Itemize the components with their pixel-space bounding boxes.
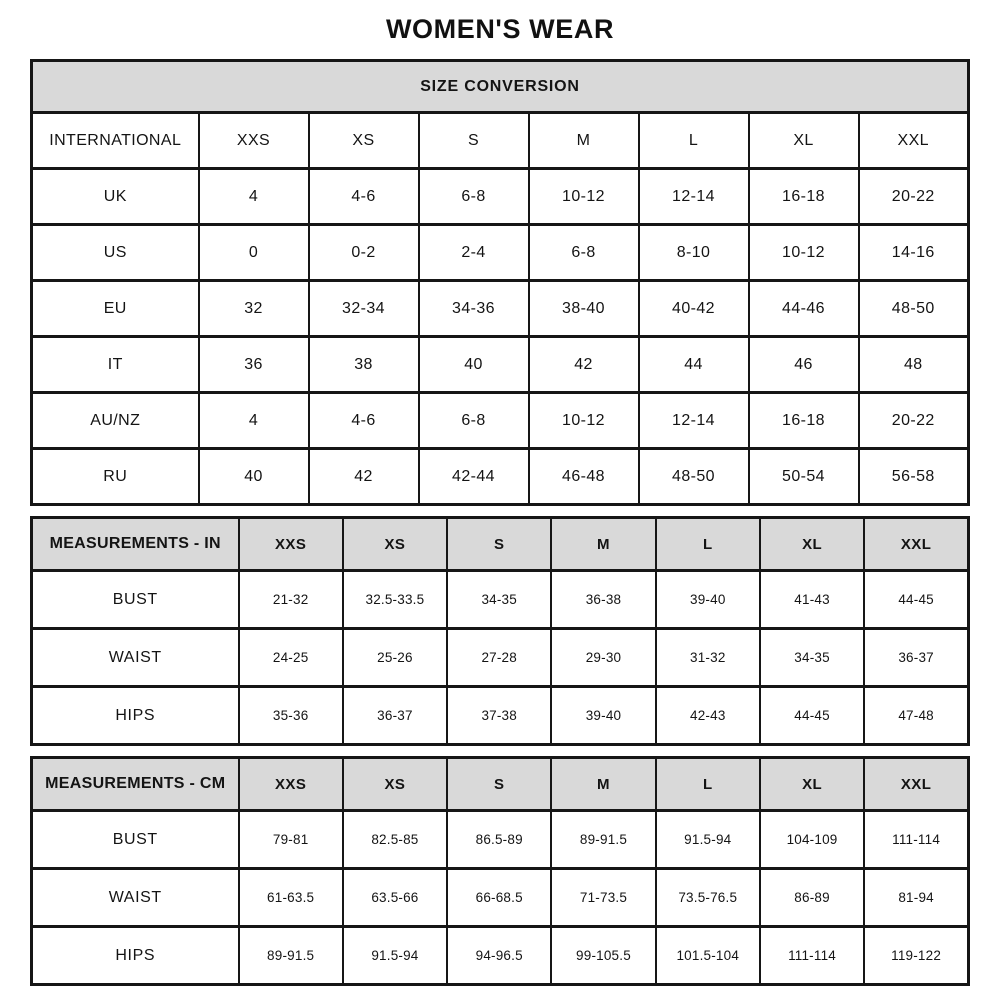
row-label: BUST [32, 571, 239, 629]
table-row [32, 927, 969, 985]
cell-value: 119-122 [864, 927, 968, 985]
cell-value: 47-48 [864, 687, 968, 745]
cell-value: 6-8 [419, 169, 529, 225]
cell-value: 10-12 [749, 225, 859, 281]
size-chart-page [30, 0, 970, 986]
table-row [32, 811, 969, 869]
size-column-header: M [551, 518, 655, 571]
cell-value: 21-32 [239, 571, 343, 629]
cell-value: 0 [199, 225, 309, 281]
size-column-header: XXL [864, 518, 968, 571]
size-column-header: XS [309, 113, 419, 169]
size-column-header: XL [760, 758, 864, 811]
cell-value: 38 [309, 337, 419, 393]
cell-value: 56-58 [859, 449, 969, 505]
cell-value: 12-14 [639, 169, 749, 225]
cell-value: 36-38 [551, 571, 655, 629]
row-label: HIPS [32, 927, 239, 985]
cell-value: 42-43 [656, 687, 760, 745]
cell-value: 34-35 [447, 571, 551, 629]
cell-value: 29-30 [551, 629, 655, 687]
cell-value: 27-28 [447, 629, 551, 687]
cell-value: 46-48 [529, 449, 639, 505]
cell-value: 6-8 [419, 393, 529, 449]
cell-value: 71-73.5 [551, 869, 655, 927]
cell-value: 46 [749, 337, 859, 393]
cell-value: 39-40 [551, 687, 655, 745]
table-row [32, 449, 969, 505]
measurements-in-table [30, 516, 970, 746]
cell-value: 48-50 [639, 449, 749, 505]
cell-value: 89-91.5 [551, 811, 655, 869]
size-column-header: M [551, 758, 655, 811]
cell-value: 32.5-33.5 [343, 571, 447, 629]
cell-value: 10-12 [529, 169, 639, 225]
measurements-cm-header: MEASUREMENTS - CM [32, 758, 239, 811]
cell-value: 41-43 [760, 571, 864, 629]
cell-value: 89-91.5 [239, 927, 343, 985]
cell-value: 50-54 [749, 449, 859, 505]
cell-value: 34-36 [419, 281, 529, 337]
table-row [32, 687, 969, 745]
cell-value: 42 [309, 449, 419, 505]
cell-value: 111-114 [760, 927, 864, 985]
cell-value: 63.5-66 [343, 869, 447, 927]
cell-value: 40 [199, 449, 309, 505]
cell-value: 36 [199, 337, 309, 393]
row-label: IT [32, 337, 199, 393]
cell-value: 36-37 [864, 629, 968, 687]
cell-value: 86.5-89 [447, 811, 551, 869]
cell-value: 79-81 [239, 811, 343, 869]
cell-value: 4 [199, 169, 309, 225]
cell-value: 42-44 [419, 449, 529, 505]
cell-value: 32 [199, 281, 309, 337]
table-row [32, 169, 969, 225]
cell-value: 37-38 [447, 687, 551, 745]
measurements-cm-body [32, 811, 969, 985]
size-column-header: S [419, 113, 529, 169]
size-column-header: L [656, 758, 760, 811]
table-row [32, 225, 969, 281]
row-label: US [32, 225, 199, 281]
row-label: UK [32, 169, 199, 225]
cell-value: 99-105.5 [551, 927, 655, 985]
cell-value: 104-109 [760, 811, 864, 869]
size-column-header: XXL [859, 113, 969, 169]
cell-value: 20-22 [859, 393, 969, 449]
measurements-in-body [32, 571, 969, 745]
size-conversion-header: SIZE CONVERSION [32, 61, 969, 113]
measurements-cm-header-row [32, 758, 969, 811]
cell-value: 42 [529, 337, 639, 393]
cell-value: 39-40 [656, 571, 760, 629]
cell-value: 34-35 [760, 629, 864, 687]
cell-value: 91.5-94 [343, 927, 447, 985]
cell-value: 44 [639, 337, 749, 393]
cell-value: 6-8 [529, 225, 639, 281]
cell-value: 36-37 [343, 687, 447, 745]
cell-value: 12-14 [639, 393, 749, 449]
cell-value: 94-96.5 [447, 927, 551, 985]
size-conversion-banner-row [32, 61, 969, 113]
table-row [32, 281, 969, 337]
cell-value: 111-114 [864, 811, 968, 869]
cell-value: 16-18 [749, 393, 859, 449]
cell-value: 32-34 [309, 281, 419, 337]
cell-value: 44-45 [760, 687, 864, 745]
size-column-header: S [447, 518, 551, 571]
size-column-header: XXL [864, 758, 968, 811]
cell-value: 35-36 [239, 687, 343, 745]
measurements-cm-table [30, 756, 970, 986]
row-label: HIPS [32, 687, 239, 745]
cell-value: 0-2 [309, 225, 419, 281]
cell-value: 8-10 [639, 225, 749, 281]
size-column-header: XXS [239, 518, 343, 571]
cell-value: 81-94 [864, 869, 968, 927]
cell-value: 48 [859, 337, 969, 393]
size-column-header: S [447, 758, 551, 811]
cell-value: 44-45 [864, 571, 968, 629]
row-label: RU [32, 449, 199, 505]
cell-value: 2-4 [419, 225, 529, 281]
row-label: WAIST [32, 869, 239, 927]
size-column-header: XL [760, 518, 864, 571]
size-column-header: INTERNATIONAL [32, 113, 199, 169]
cell-value: 20-22 [859, 169, 969, 225]
cell-value: 86-89 [760, 869, 864, 927]
size-column-header: XXS [239, 758, 343, 811]
size-column-header: XS [343, 518, 447, 571]
table-row [32, 571, 969, 629]
cell-value: 40 [419, 337, 529, 393]
cell-value: 48-50 [859, 281, 969, 337]
row-label: BUST [32, 811, 239, 869]
cell-value: 61-63.5 [239, 869, 343, 927]
cell-value: 25-26 [343, 629, 447, 687]
size-column-header: L [639, 113, 749, 169]
cell-value: 40-42 [639, 281, 749, 337]
size-column-header: XXS [199, 113, 309, 169]
cell-value: 73.5-76.5 [656, 869, 760, 927]
cell-value: 24-25 [239, 629, 343, 687]
cell-value: 14-16 [859, 225, 969, 281]
cell-value: 16-18 [749, 169, 859, 225]
size-conversion-body [32, 169, 969, 505]
size-column-header: XL [749, 113, 859, 169]
measurements-in-header-row [32, 518, 969, 571]
cell-value: 31-32 [656, 629, 760, 687]
cell-value: 66-68.5 [447, 869, 551, 927]
size-labels-row [32, 113, 969, 169]
table-row [32, 337, 969, 393]
cell-value: 101.5-104 [656, 927, 760, 985]
cell-value: 4-6 [309, 169, 419, 225]
measurements-in-header: MEASUREMENTS - IN [32, 518, 239, 571]
cell-value: 91.5-94 [656, 811, 760, 869]
cell-value: 38-40 [529, 281, 639, 337]
table-row [32, 629, 969, 687]
row-label: AU/NZ [32, 393, 199, 449]
size-column-header: M [529, 113, 639, 169]
row-label: WAIST [32, 629, 239, 687]
cell-value: 82.5-85 [343, 811, 447, 869]
table-row [32, 393, 969, 449]
row-label: EU [32, 281, 199, 337]
page-title: WOMEN'S WEAR [385, 14, 615, 44]
size-column-header: XS [343, 758, 447, 811]
table-row [32, 869, 969, 927]
cell-value: 4 [199, 393, 309, 449]
size-conversion-table [30, 59, 970, 506]
cell-value: 10-12 [529, 393, 639, 449]
cell-value: 4-6 [309, 393, 419, 449]
cell-value: 44-46 [749, 281, 859, 337]
size-column-header: L [656, 518, 760, 571]
